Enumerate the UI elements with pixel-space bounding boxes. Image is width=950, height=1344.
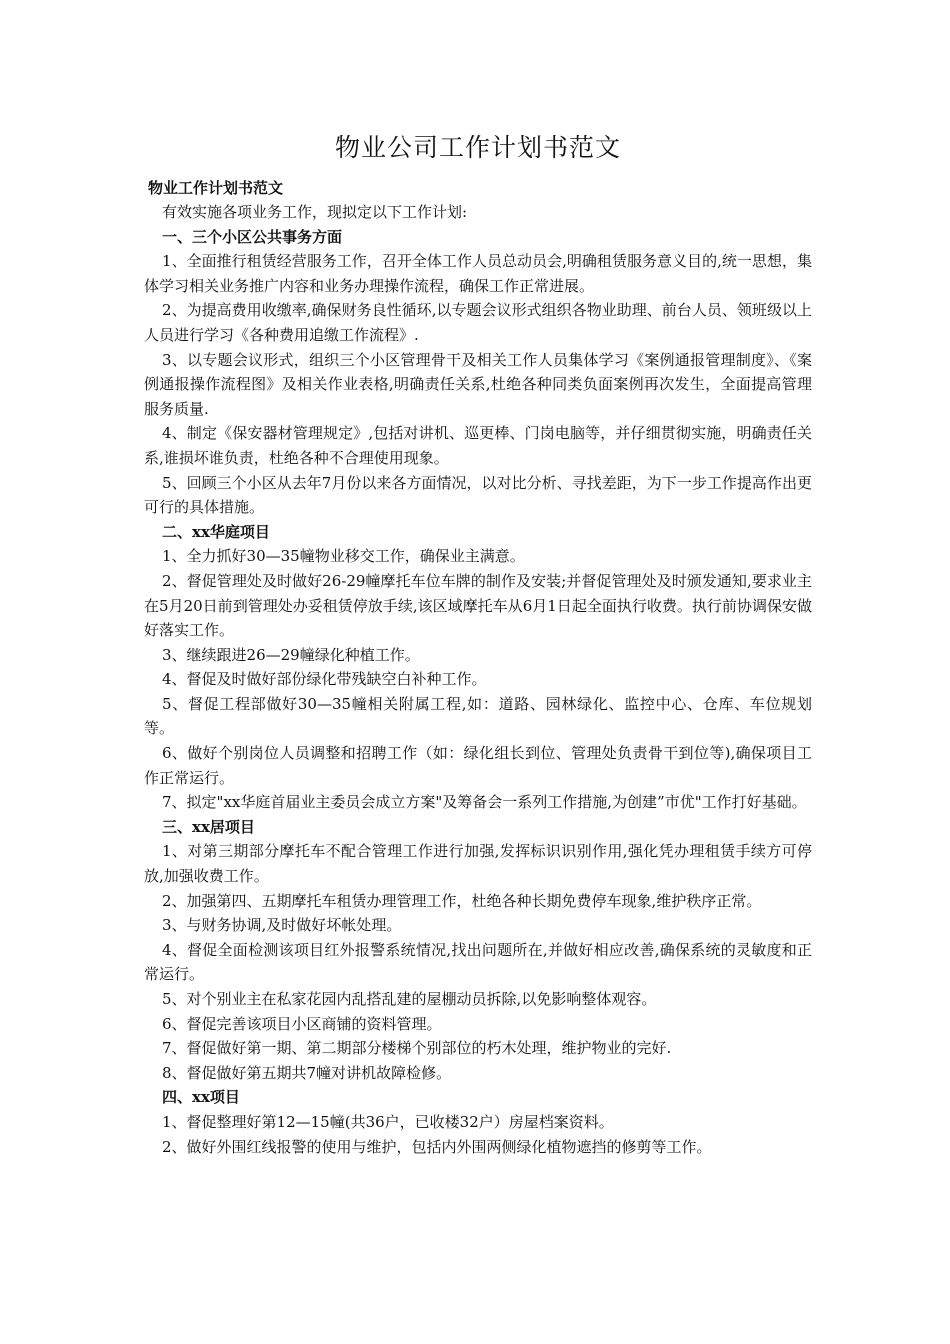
list-item: 4、制定《保安器材管理规定》,包括对讲机、巡更棒、门岗电脑等，并仔细贯彻实施，明确责任关系,谁损坏谁负责，杜绝各种不合理使用现象。 [144, 424, 812, 467]
document-page [144, 130, 812, 1159]
list-item: 1、对第三期部分摩托车不配合管理工作进行加强,发挥标识识别作用,强化凭办理租赁手续方可停放,加强收费工作。 [144, 842, 812, 886]
intro-paragraph: 有效实施各项业务工作，现拟定以下工作计划: [162, 203, 468, 221]
section-heading-1: 一、三个小区公共事务方面 [162, 227, 343, 246]
list-item: 8、督促做好第五期共7幢对讲机故障检修。 [162, 1063, 452, 1082]
list-item: 1、督促整理好第12—15幢(共36户，已收楼32户）房屋档案资料。 [162, 1112, 614, 1131]
list-item: 3、与财务协调,及时做好坏帐处理。 [162, 916, 402, 935]
list-item: 7、督促做好第一期、第二期部分楼梯个别部位的朽木处理，维护物业的完好. [162, 1039, 672, 1058]
list-item: 3、继续跟进26—29幢绿化种植工作。 [162, 645, 420, 664]
list-item: 7、拟定"xx华庭首届业主委员会成立方案"及筹备会一系列工作措施,为创建”市优"工作打好基础。 [162, 793, 807, 812]
list-item: 1、全面推行租赁经营服务工作，召开全体工作人员总动员会,明确租赁服务意义目的,统一思想，集体学习相关业务推广内容和业务办理操作流程，确保工作正常进展。 [144, 252, 812, 295]
list-item: 6、督促完善该项目小区商铺的资料管理。 [162, 1014, 442, 1033]
section-heading-3: 三、xx居项目 [162, 817, 255, 836]
document-subtitle: 物业工作计划书范文 [148, 179, 284, 197]
list-item: 5、回顾三个小区从去年7月份以来各方面情况，以对比分析、寻找差距，为下一步工作提高作出更可行的具体措施。 [144, 473, 812, 517]
list-item: 2、加强第四、五期摩托车租赁办理管理工作，杜绝各种长期免费停车现象,维护秩序正常。 [162, 891, 762, 910]
list-item: 6、做好个别岗位人员调整和招聘工作（如：绿化组长到位、管理处负责骨干到位等),确保项目工作正常运行。 [144, 744, 812, 787]
section-heading-2: 二、xx华庭项目 [162, 522, 270, 541]
list-item: 1、全力抓好30—35幢物业移交工作，确保业主满意。 [162, 547, 525, 566]
section-heading-4: 四、xx项目 [162, 1088, 240, 1107]
list-item: 4、督促全面检测该项目红外报警系统情况,找出问题所在,并做好相应改善,确保系统的灵敏度和正常运行。 [144, 940, 812, 984]
list-item: 2、督促管理处及时做好26-29幢摩托车位车牌的制作及安装;并督促管理处及时颁发通知,要求业主在5月20日前到管理处办妥租赁停放手续,该区域摩托车从6月1日起全面执行收费。执行前协调保安做好落实工作。 [144, 571, 812, 640]
list-item: 2、做好外围红线报警的使用与维护，包括内外围两侧绿化植物遮挡的修剪等工作。 [162, 1137, 712, 1156]
list-item: 4、督促及时做好部份绿化带残缺空白补种工作。 [162, 670, 487, 689]
list-item: 5、督促工程部做好30—35幢相关附属工程,如：道路、园林绿化、监控中心、仓库、车位规划等。 [144, 694, 812, 738]
document-title: 物业公司工作计划书范文 [334, 133, 621, 162]
list-item: 2、为提高费用收缴率,确保财务良性循环,以专题会议形式组织各物业助理、前台人员、领班级以上人员进行学习《各种费用追缴工作流程》. [144, 301, 812, 344]
list-item: 5、对个别业主在私家花园内乱搭乱建的屋棚动员拆除,以免影响整体观容。 [162, 990, 657, 1008]
list-item: 3、以专题会议形式，组织三个小区管理骨干及相关工作人员集体学习《案例通报管理制度》、《案例通报操作流程图》及相关作业表格,明确责任关系,杜绝各种同类负面案例再次发生，全面提高管理服务质量. [144, 350, 812, 418]
